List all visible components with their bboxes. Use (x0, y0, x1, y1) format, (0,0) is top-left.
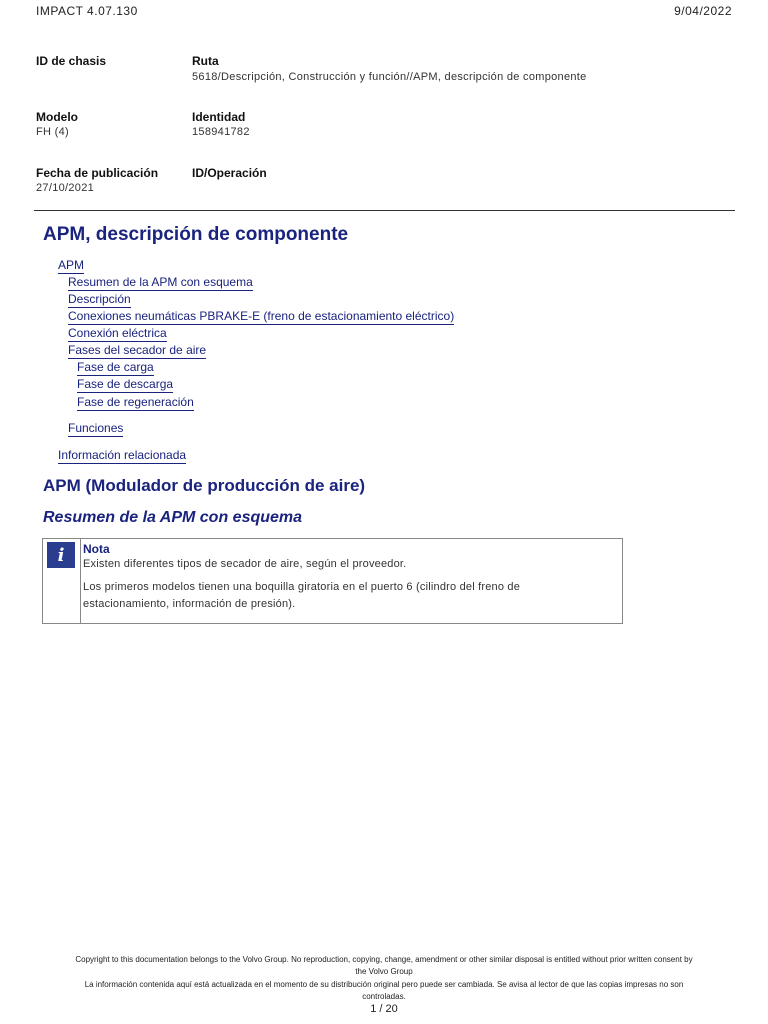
toc-link-informacion-relacionada[interactable]: Información relacionada (58, 448, 187, 462)
identity-value: 158941782 (192, 126, 250, 138)
toc-link-apm[interactable]: APM (58, 258, 85, 272)
pub-date-value: 27/10/2021 (36, 182, 95, 194)
toc-link-funciones[interactable]: Funciones (68, 421, 124, 435)
toc-link-resumen[interactable]: Resumen de la APM con esquema (68, 275, 253, 289)
toc-link-conexion-electrica[interactable]: Conexión eléctrica (68, 326, 167, 340)
route-value: 5618/Descripción, Construcción y función//APM, descripción de componente (192, 71, 587, 83)
subsection-title: Resumen de la APM con esquema (43, 509, 303, 526)
print-date: 9/04/2022 (674, 4, 732, 18)
page-number: 1 / 20 (370, 1003, 398, 1015)
note-title: Nota (83, 542, 110, 556)
toc-link-conexiones-neumaticas[interactable]: Conexiones neumáticas PBRAKE-E (freno de estacionamiento eléctrico) (68, 309, 455, 323)
model-value: FH (4) (36, 126, 69, 138)
toc-link-descripcion[interactable]: Descripción (68, 292, 131, 306)
operation-label: ID/Operación (192, 166, 267, 180)
header-divider (34, 210, 735, 211)
chassis-label: ID de chasis (36, 54, 107, 68)
app-version: IMPACT 4.07.130 (36, 4, 138, 18)
document-title: APM, descripción de componente (43, 224, 349, 245)
note-icon-cell (43, 539, 81, 623)
info-icon: i (47, 542, 75, 568)
note-text-2: Los primeros modelos tienen una boquilla giratoria en el puerto 6 (cilindro del freno de (83, 581, 521, 593)
copyright-line-1: Copyright to this documentation belongs to the Volvo Group. No reproduction, copying, change, amendment or other similar disposal is entitled without prior written consent by (75, 955, 693, 964)
toc-link-fase-carga[interactable]: Fase de carga (77, 360, 154, 374)
pub-date-label: Fecha de publicación (36, 166, 159, 180)
section-title: APM (Modulador de producción de aire) (43, 476, 366, 495)
toc-link-fase-descarga[interactable]: Fase de descarga (77, 377, 174, 391)
model-label: Modelo (36, 110, 78, 124)
identity-label: Identidad (192, 110, 246, 124)
copyright-line-4: controladas. (362, 992, 406, 1001)
toc-link-fases-secador[interactable]: Fases del secador de aire (68, 343, 207, 357)
note-text-3: estacionamiento, información de presión). (83, 598, 296, 610)
copyright-line-3: La información contenida aquí está actualizada en el momento de su distribución original pero puede ser cambiada. Se avisa al lector de que las copias impresas no son (84, 980, 684, 989)
toc-link-fase-regeneracion[interactable]: Fase de regeneración (77, 395, 194, 409)
note-text-1: Existen diferentes tipos de secador de aire, según el proveedor. (83, 558, 407, 570)
note-box (42, 538, 623, 624)
route-label: Ruta (192, 54, 219, 68)
copyright-line-2: the Volvo Group (355, 967, 413, 976)
